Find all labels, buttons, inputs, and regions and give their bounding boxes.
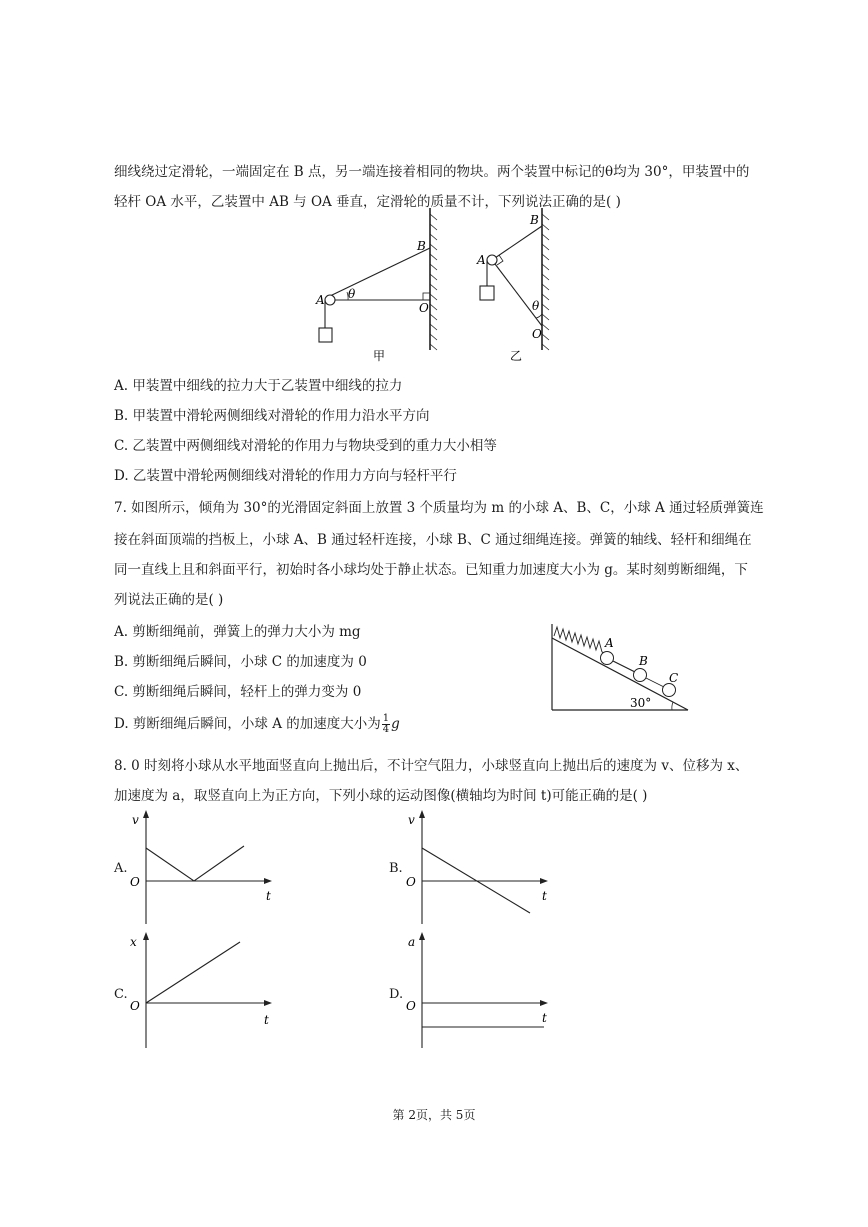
q8-d-xlabel: t <box>542 1011 547 1025</box>
q7-option-d <box>114 712 400 735</box>
q8-graph-b-label: B. <box>389 861 403 876</box>
q8-c-origin: O <box>130 999 140 1013</box>
q8-graph-d <box>402 930 562 1052</box>
q6-option-a: A. 甲装置中细线的拉力大于乙装置中细线的拉力 <box>114 378 403 394</box>
q8-c-xlabel: t <box>264 1013 269 1027</box>
jia-label-O: O <box>419 301 429 315</box>
q8-graph-c-label: C. <box>114 987 128 1002</box>
q7-option-b: B. 剪断细绳后瞬间，小球 C 的加速度为 0 <box>114 654 367 670</box>
q8-a-xlabel: t <box>266 889 271 903</box>
q8-a-ylabel: v <box>132 813 139 827</box>
q8-a-origin: O <box>130 875 140 889</box>
page-footer: 第 2页，共 5页 <box>392 1108 476 1122</box>
q8-graph-d-label: D. <box>389 987 404 1002</box>
q7-stem-line4: 列说法正确的是( ) <box>114 592 224 608</box>
q7-option-c: C. 剪断细绳后瞬间，轻杆上的弹力变为 0 <box>114 684 362 700</box>
yi-label-O: O <box>532 327 542 341</box>
q8-graph-c <box>126 930 286 1052</box>
q8-d-origin: O <box>406 999 416 1013</box>
q8-stem-line2: 加速度为 a，取竖直向上为正方向，下列小球的运动图像(横轴均为时间 t)可能正确的是( ) <box>114 788 648 804</box>
q7-fig-label-c: C <box>669 671 679 685</box>
q8-stem-line1: 8. 0 时刻将小球从水平地面竖直向上抛出后，不计空气阻力，小球竖直向上抛出后的速度为 v、位移为 x、 <box>114 758 749 774</box>
q6-stem-line1: 细线绕过定滑轮，一端固定在 B 点，另一端连接着相同的物块。两个装置中标记的θ均为 30°，甲装置中的 <box>114 164 750 180</box>
q7-fig-label-b: B <box>639 654 648 668</box>
q7-stem-line2: 接在斜面顶端的挡板上，小球 A、B 通过轻杆连接，小球 B、C 通过细绳连接。弹簧的轴线、轻杆和细绳在 <box>114 532 752 548</box>
q6-stem-line2: 轻杆 OA 水平，乙装置中 AB 与 OA 垂直，定滑轮的质量不计，下列说法正确的是( ) <box>114 194 621 210</box>
q7-stem-line1: 7. 如图所示，倾角为 30°的光滑固定斜面上放置 3 个质量均为 m 的小球 A、B、C，小球 A 通过轻质弹簧连 <box>114 500 764 516</box>
jia-label-A: A <box>316 293 325 307</box>
q8-b-ylabel: v <box>408 813 415 827</box>
q6-option-c: C. 乙装置中两侧细线对滑轮的作用力与物块受到的重力大小相等 <box>114 438 497 454</box>
q7-fig-angle: 30° <box>630 696 652 710</box>
jia-label-theta: θ <box>348 287 356 301</box>
q8-b-xlabel: t <box>542 889 547 903</box>
yi-label-A: A <box>477 253 486 267</box>
q8-d-ylabel: a <box>408 935 416 949</box>
q7-option-a: A. 剪断细绳前，弹簧上的弹力大小为 mg <box>114 624 361 640</box>
q7-option-d-g: g <box>391 716 400 732</box>
q6-option-b: B. 甲装置中滑轮两侧细线对滑轮的作用力沿水平方向 <box>114 408 430 424</box>
yi-label-theta: θ <box>532 299 540 313</box>
yi-caption: 乙 <box>510 349 523 363</box>
q6-figure <box>300 208 570 368</box>
jia-caption: 甲 <box>373 349 386 363</box>
q8-c-ylabel: x <box>130 935 137 949</box>
q7-stem-line3: 同一直线上且和斜面平行，初始时各小球均处于静止状态。已知重力加速度大小为 g。某时刻剪断细绳，下 <box>114 562 748 578</box>
q6-option-d: D. 乙装置中滑轮两侧细线对滑轮的作用力方向与轻杆平行 <box>114 468 457 484</box>
q7-figure <box>548 620 693 715</box>
yi-label-B: B <box>530 213 539 227</box>
q8-b-origin: O <box>406 875 416 889</box>
q8-graph-a <box>126 808 286 928</box>
q7-option-d-text: D. 剪断细绳后瞬间，小球 A 的加速度大小为 <box>114 716 381 732</box>
q7-fig-label-a: A <box>605 636 614 650</box>
q8-graph-b <box>402 808 562 928</box>
jia-label-B: B <box>417 239 426 253</box>
q7-option-d-fraction: $\frac{1}{4}$ <box>382 713 390 735</box>
q8-graph-a-label: A. <box>114 861 128 876</box>
